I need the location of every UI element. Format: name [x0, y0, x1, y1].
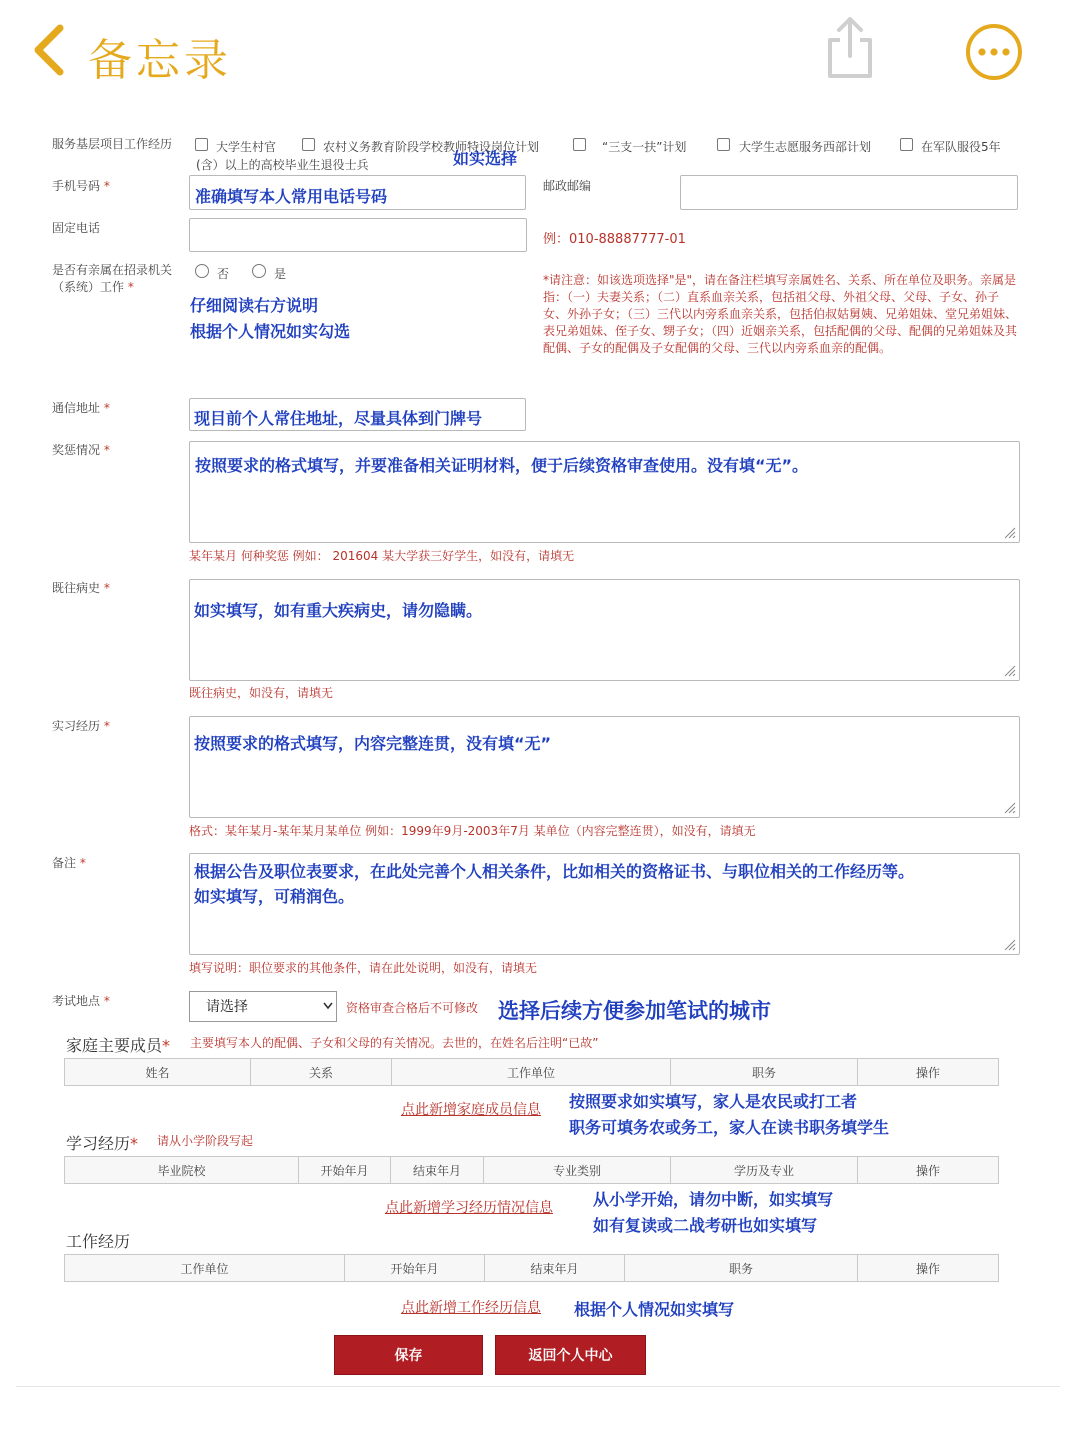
checkbox-village-official[interactable]: [195, 138, 208, 151]
study-hint: 请从小学阶段写起: [157, 1134, 254, 1148]
column-header: 毕业院校: [65, 1157, 299, 1183]
address-input[interactable]: [189, 398, 526, 431]
chevron-left-icon[interactable]: [30, 22, 70, 78]
column-header: 操作: [915, 1163, 940, 1178]
column-header: 操作: [915, 1065, 940, 1080]
radio-yes[interactable]: [252, 264, 266, 278]
exam-location-dropdown[interactable]: [189, 991, 337, 1022]
column-header: 职务: [625, 1255, 858, 1281]
phone-input-value: 准确填写本人常用电话号码: [195, 187, 388, 206]
add-family-member-link[interactable]: 点此新增家庭成员信息: [401, 1102, 541, 1118]
share-icon[interactable]: [822, 14, 878, 82]
work-table-header: [64, 1254, 999, 1282]
medical-hint: 既往病史，如没有，请填无: [189, 686, 334, 700]
phone-label: 手机号码 *: [52, 179, 110, 193]
add-work-history-link[interactable]: 点此新增工作经历信息: [401, 1300, 541, 1316]
annotation-note: 根据个人情况如实填写: [574, 1300, 735, 1319]
app-title: 备忘录: [88, 35, 232, 86]
column-header: 职务: [671, 1059, 858, 1085]
column-header: 结束年月: [485, 1255, 625, 1281]
awards-textarea-value: 按照要求的格式填写，并要准备相关证明材料，便于后续资格审查使用。没有填“无”。: [195, 456, 809, 475]
column-header: 专业类别: [484, 1157, 671, 1183]
medical-textarea-value: 如实填写，如有重大疾病史，请勿隐瞒。: [194, 601, 483, 620]
column-header: 开始年月: [345, 1255, 485, 1281]
annotation-note: 按照要求如实填写，家人是农民或打工者: [569, 1092, 858, 1111]
resize-handle-icon[interactable]: [1004, 527, 1016, 539]
exam-location-select[interactable]: [189, 991, 337, 1022]
landline-input[interactable]: [189, 218, 527, 252]
back-to-profile-button[interactable]: 返回个人中心: [495, 1335, 646, 1375]
option-label: 大学生志愿服务西部计划: [739, 140, 872, 154]
more-horizontal-icon[interactable]: [964, 22, 1024, 82]
address-label: 通信地址 *: [52, 401, 110, 415]
remarks-label: 备注 *: [52, 856, 86, 870]
family-hint: 主要填写本人的配偶、子女和父母的有关情况。去世的，在姓名后注明“已故”: [190, 1036, 599, 1050]
add-study-history-link[interactable]: 点此新增学习经历情况信息: [385, 1200, 553, 1216]
option-label-continued: (含）以上的高校毕业生退役士兵: [196, 158, 369, 172]
remarks-textarea[interactable]: [189, 853, 1020, 955]
radio-no-label: 否: [217, 267, 230, 281]
option-label: 在军队服役5年: [921, 140, 1001, 154]
column-header: 关系: [251, 1059, 392, 1085]
address-input-value: 现目前个人常住地址，尽量具体到门牌号: [194, 409, 483, 428]
annotation-note: 仔细阅读右方说明: [190, 296, 319, 315]
resize-handle-icon[interactable]: [1004, 939, 1016, 951]
option-label: 农村义务教育阶段学校教师特设岗位计划: [323, 140, 540, 154]
annotation-note: 根据个人情况如实勾选: [190, 322, 351, 341]
option-label: 大学生村官: [216, 140, 277, 154]
radio-no[interactable]: [195, 264, 209, 278]
radio-yes-label: 是: [274, 267, 287, 281]
column-header: 开始年月: [299, 1157, 391, 1183]
landline-label: 固定电话: [52, 221, 101, 235]
column-header: 工作单位: [392, 1059, 671, 1085]
study-table-header: [64, 1156, 999, 1184]
relatives-hint: *请注意：如该选项选择"是"，请在备注栏填写亲属姓名、关系、所在单位及职务。亲属是指：（一）夫妻关系；（二）直系血亲关系，包括祖父母、外祖父母、父母、子女、孙子女、外孙子女；（三）三代以内旁系血亲关系，包括伯叔姑舅姨、兄弟姐妹、堂兄弟姐妹、表兄弟姐妹、侄子女、甥子女；（四）近姻亲关系，包括配偶的父母、配偶的兄弟姐妹及其配偶、子女的配偶及子女配偶的父母、三代以内旁系血亲的配偶。: [543, 273, 1018, 355]
exam-location-hint: 资格审查合格后不可修改: [346, 1001, 479, 1015]
checkbox-sanzhi-yifu[interactable]: [573, 138, 586, 151]
awards-hint: 某年某月 何种奖惩 例如： 201604 某大学获三好学生，如没有，请填无: [189, 549, 575, 563]
annotation-note: 如实选择: [453, 149, 518, 168]
remarks-textarea-value: 根据公告及职位表要求，在此处完善个人相关条件，比如相关的资格证书、与职位相关的工作经历等。: [194, 862, 915, 881]
annotation-note: 从小学开始，请勿中断，如实填写: [593, 1190, 834, 1209]
family-table-header: [64, 1058, 999, 1086]
option-label: “三支一扶”计划: [602, 140, 687, 154]
column-header: 结束年月: [391, 1157, 484, 1183]
landline-hint: 例：010-88887777-01: [543, 232, 686, 247]
internship-hint: 格式：某年某月-某年某月某单位 例如：1999年9月-2003年7月 某单位（内容完整连贯），如没有，请填无: [189, 824, 756, 838]
checkbox-military-service[interactable]: [900, 138, 913, 151]
resize-handle-icon[interactable]: [1004, 802, 1016, 814]
work-section-title: 工作经历: [66, 1232, 131, 1251]
medical-textarea[interactable]: [189, 579, 1020, 681]
study-section-title: 学习经历*: [66, 1134, 139, 1153]
relatives-label: 是否有亲属在招录机关 （系统）工作 *: [52, 263, 173, 294]
column-header: 工作单位: [65, 1255, 345, 1281]
column-header: 操作: [915, 1261, 940, 1276]
grassroots-label: 服务基层项目工作经历: [52, 137, 173, 151]
annotation-note: 如有复读或二战考研也如实填写: [593, 1216, 818, 1235]
internship-label: 实习经历 *: [52, 719, 110, 733]
resize-handle-icon[interactable]: [1004, 665, 1016, 677]
annotation-note: 职务可填务农或务工，家人在读书职务填学生: [569, 1118, 890, 1137]
bottom-divider: [16, 1386, 1060, 1387]
phone-input[interactable]: [189, 175, 526, 210]
awards-label: 奖惩情况 *: [52, 443, 110, 457]
internship-textarea-value: 按照要求的格式填写，内容完整连贯，没有填“无”: [194, 734, 552, 753]
checkbox-special-teacher[interactable]: [302, 138, 315, 151]
medical-label: 既往病史 *: [52, 581, 110, 595]
column-header: 学历及专业: [671, 1157, 858, 1183]
annotation-note: 选择后续方便参加笔试的城市: [498, 999, 771, 1023]
email-input[interactable]: [680, 175, 1018, 210]
remarks-textarea-value: 如实填写，可稍润色。: [194, 887, 355, 906]
exam-location-label: 考试地点 *: [52, 994, 110, 1008]
column-header: 姓名: [65, 1059, 251, 1085]
checkbox-west-volunteer[interactable]: [717, 138, 730, 151]
remarks-hint: 填写说明：职位要求的其他条件，请在此处说明，如没有，请填无: [189, 961, 538, 975]
family-section-title: 家庭主要成员*: [66, 1036, 171, 1055]
save-button[interactable]: 保存: [334, 1335, 483, 1375]
email-label: 邮政邮编: [543, 179, 592, 193]
awards-textarea[interactable]: [189, 441, 1020, 543]
internship-textarea[interactable]: [189, 716, 1020, 818]
